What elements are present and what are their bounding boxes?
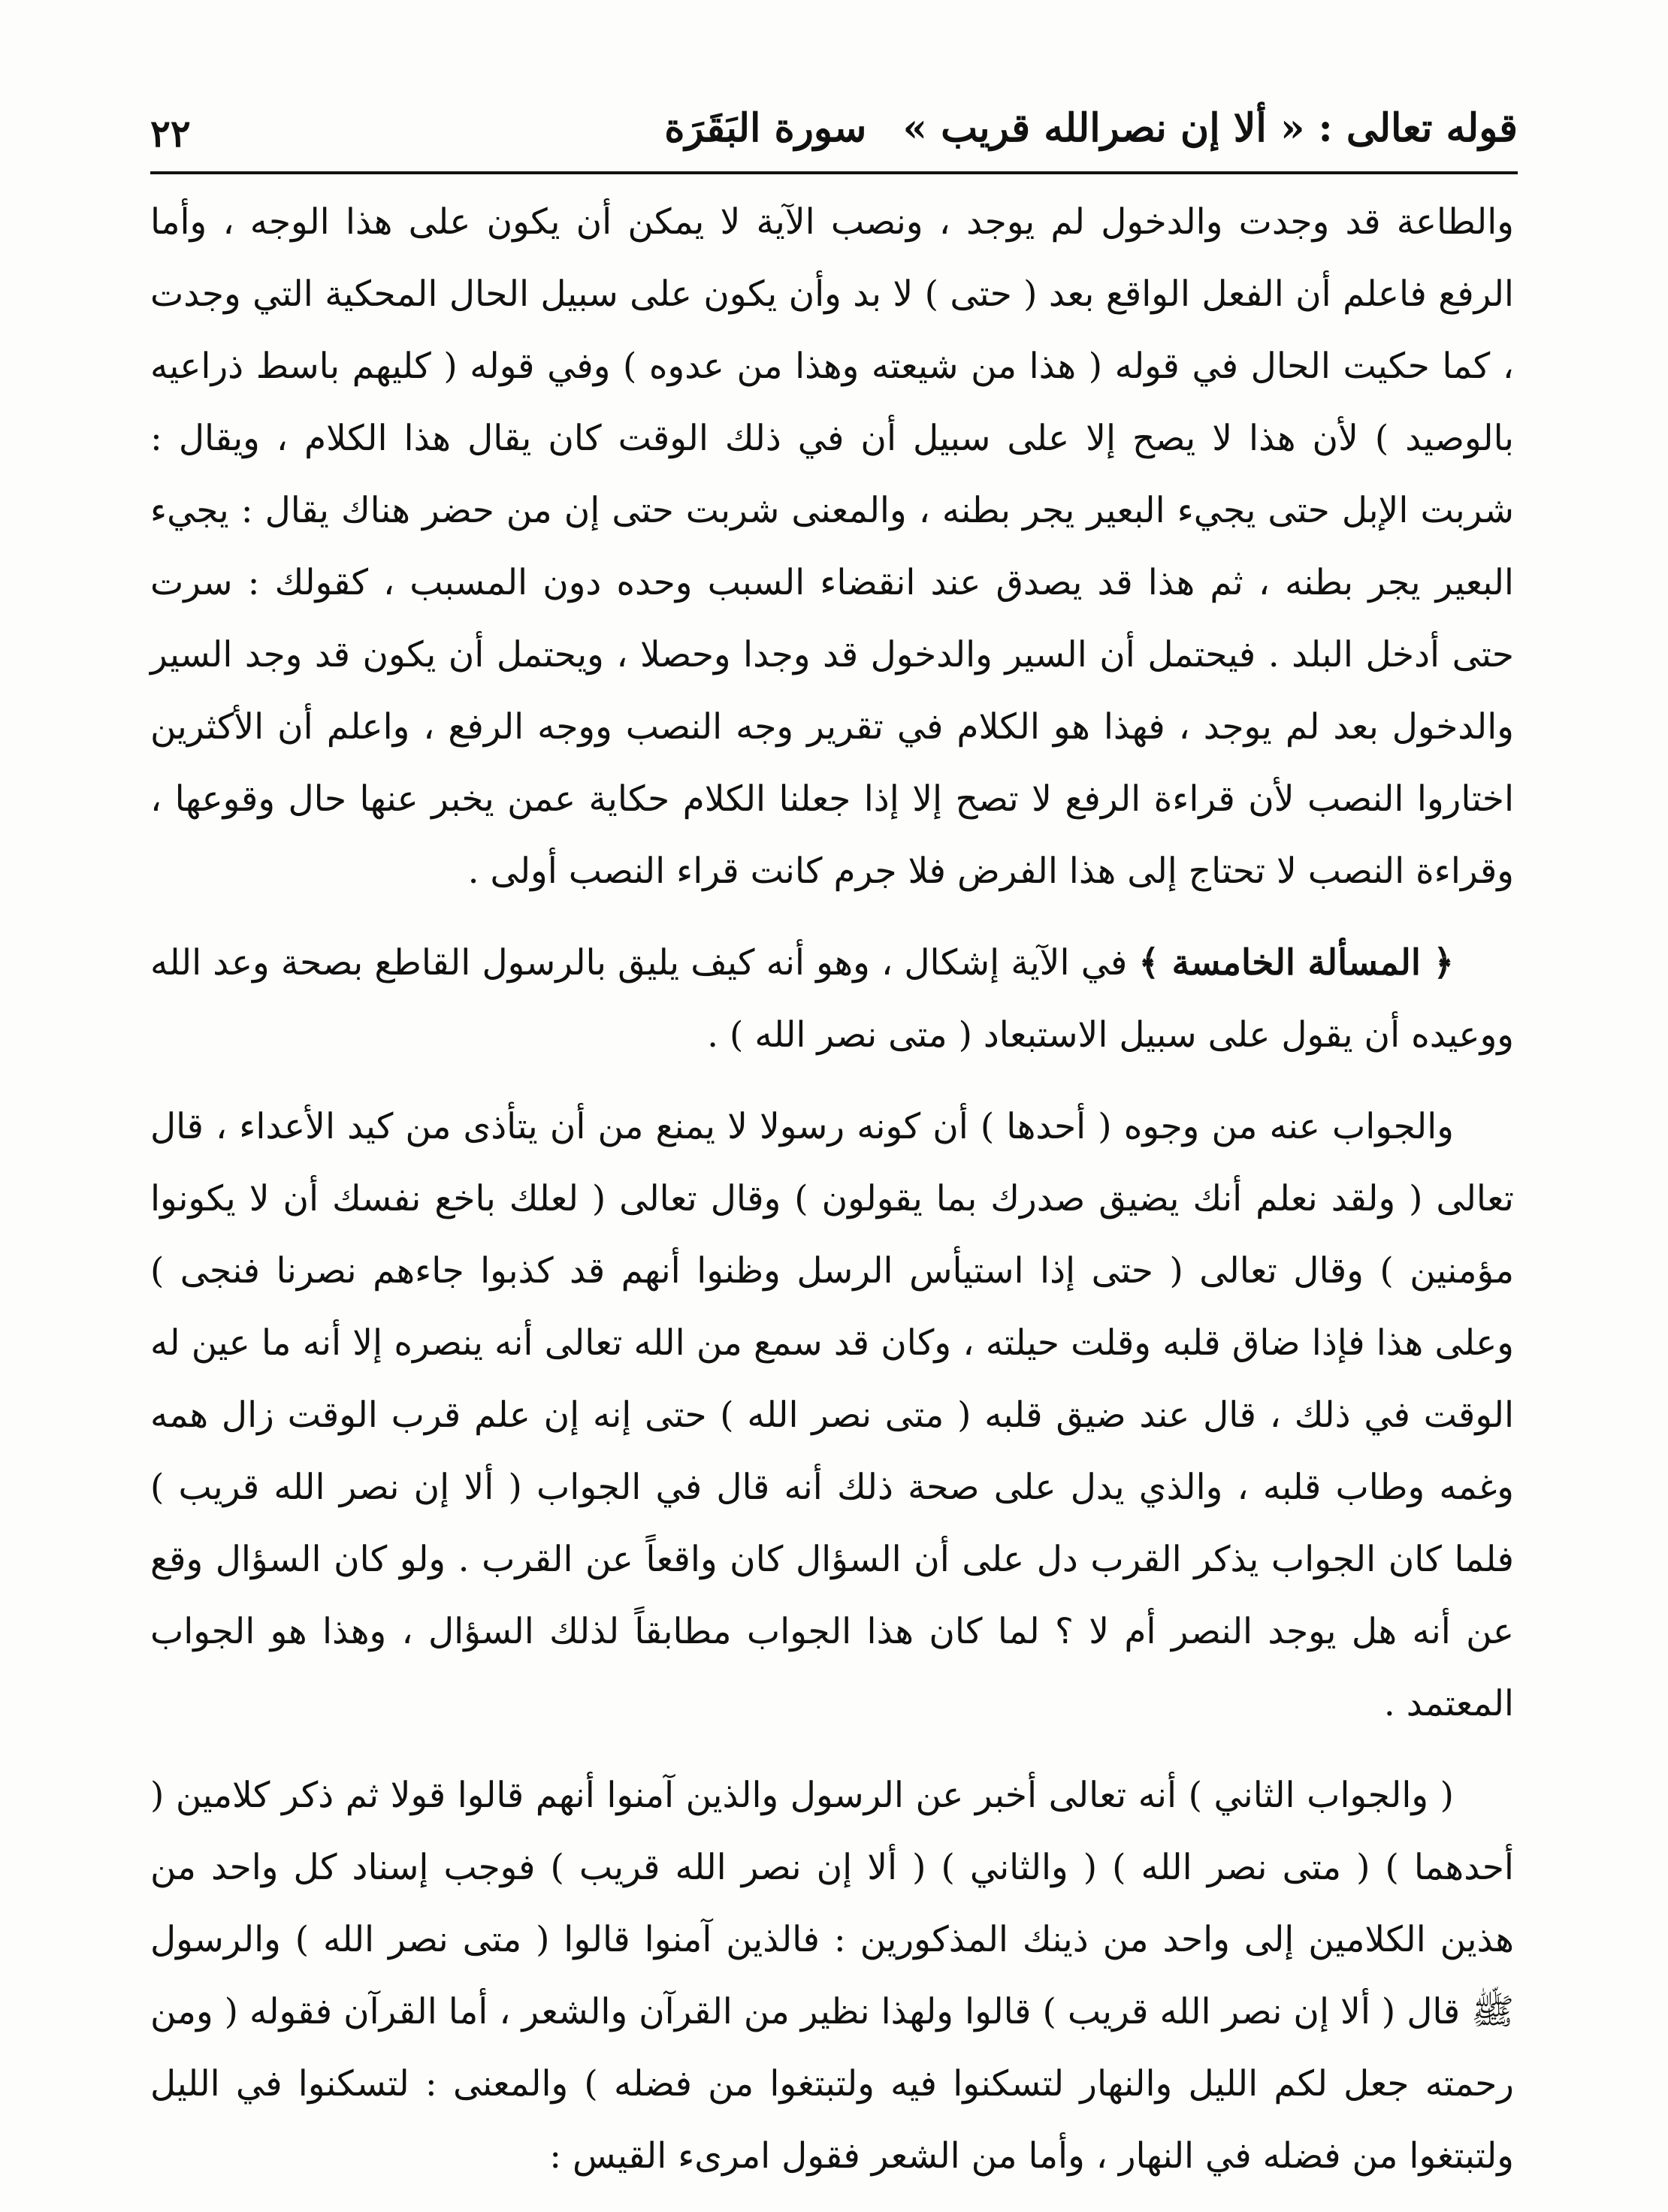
paragraph-text: والجواب عنه من وجوه ( أحدها ) أن كونه رسولا لا يمنع من أن يتأذى من كيد الأعداء ، قال تعالى ( ولقد نعلم أنك يضيق صدرك بما يقولون ) وقال تعالى ( لعلك باخع نفسك أن لا يكونوا مؤمنين ) وقال تعالى ( حتى إذا استيأس الرسل وظنوا أنهم قد كذبوا جاءهم نصرنا فنجى ) وعلى هذا فإذا ضاق قلبه وقلت حيلته ، وكان قد سمع من الله تعالى أنه ينصره إلا أنه ما عين له الوقت في ذلك ، قال عند ضيق قلبه ( متى نصر الله ) حتى إنه إن علم قرب الوقت زال همه وغمه وطاب قلبه ، والذي يدل على صحة ذلك أنه قال في الجواب ( ألا إن نصر الله قريب ) فلما كان الجواب يذكر القرب دل على أن السؤال كان واقعاً عن القرب . ولو كان السؤال وقع عن أنه هل يوجد النصر أم لا ؟ لما كان هذا الجواب مطابقاً لذلك السؤال ، وهذا هو الجواب المعتمد . <box>150 1106 1514 1724</box>
running-header <box>150 98 1518 165</box>
header-divider <box>150 171 1518 174</box>
page-number: ٢٢ <box>150 111 191 156</box>
paragraph-text: ( والجواب الثاني ) أنه تعالى أخبر عن الرسول والذين آمنوا أنهم قالوا قولا ثم ذكر كلامين ( أحدهما ) ( متى نصر الله ) ( والثاني ) ( ألا إن نصر الله قريب ) فوجب إسناد كل واحد من هذين الكلامين إلى واحد من ذينك المذكورين : فالذين آمنوا قالوا ( متى نصر الله ) والرسول ﷺ قال ( ألا إن نصر الله قريب ) قالوا ولهذا نظير من القرآن والشعر ، أما القرآن فقوله ( ومن رحمته جعل لكم الليل والنهار لتسكنوا فيه ولتبتغوا من فضله ) والمعنى : لتسكنوا في الليل ولتبتغوا من فضله في النهار ، وأما من الشعر فقول امرىء القيس : <box>150 1775 1514 2177</box>
paragraph-fifth-issue <box>150 927 1514 1071</box>
surah-name: سورة البَقَرَة <box>664 105 867 151</box>
paragraph-text: في الآية إشكال ، وهو أنه كيف يليق بالرسول القاطع بصحة وعد الله ووعيده أن يقول على سبيل الاستبعاد ( متى نصر الله ) . <box>150 942 1514 1056</box>
section-heading-fifth-issue: ﴿ المسألة الخامسة ﴾ <box>1138 942 1454 984</box>
paragraph-text: والطاعة قد وجدت والدخول لم يوجد ، ونصب الآية لا يمكن أن يكون على هذا الوجه ، وأما الرفع فاعلم أن الفعل الواقع بعد ( حتى ) لا بد وأن يكون على سبيل الحال المحكية التي وجدت ، كما حكيت الحال في قوله ( هذا من شيعته وهذا من عدوه ) وفي قوله ( كليهم باسط ذراعيه بالوصيد ) لأن هذا لا يصح إلا على سبيل أن في ذلك الوقت كان يقال هذا الكلام ، ويقال : شربت الإبل حتى يجيء البعير يجر بطنه ، والمعنى شربت حتى إن من حضر هناك يقال : يجيء البعير يجر بطنه ، ثم هذا قد يصدق عند انقضاء السبب وحده دون المسبب ، كقولك : سرت حتى أدخل البلد . فيحتمل أن السير والدخول قد وجدا وحصلا ، ويحتمل أن يكون قد وجد السير والدخول بعد لم يوجد ، فهذا هو الكلام في تقرير وجه النصب ووجه الرفع ، واعلم أن الأكثرين اختاروا النصب لأن قراءة الرفع لا تصح إلا إذا جعلنا الكلام حكاية عمن يخبر عنها حال وقوعها ، وقراءة النصب لا تحتاج إلى هذا الفرض فلا جرم كانت قراء النصب أولى . <box>150 201 1514 892</box>
running-title <box>664 105 1518 151</box>
paragraph-second-answer <box>150 1760 1514 2192</box>
paragraph-first-answer <box>150 1091 1514 1740</box>
paragraph-nasb-raf <box>150 186 1514 908</box>
main-text <box>150 186 1514 2192</box>
header-verse-title: قوله تعالى : « ألا إن نصرالله قريب » <box>902 105 1518 151</box>
